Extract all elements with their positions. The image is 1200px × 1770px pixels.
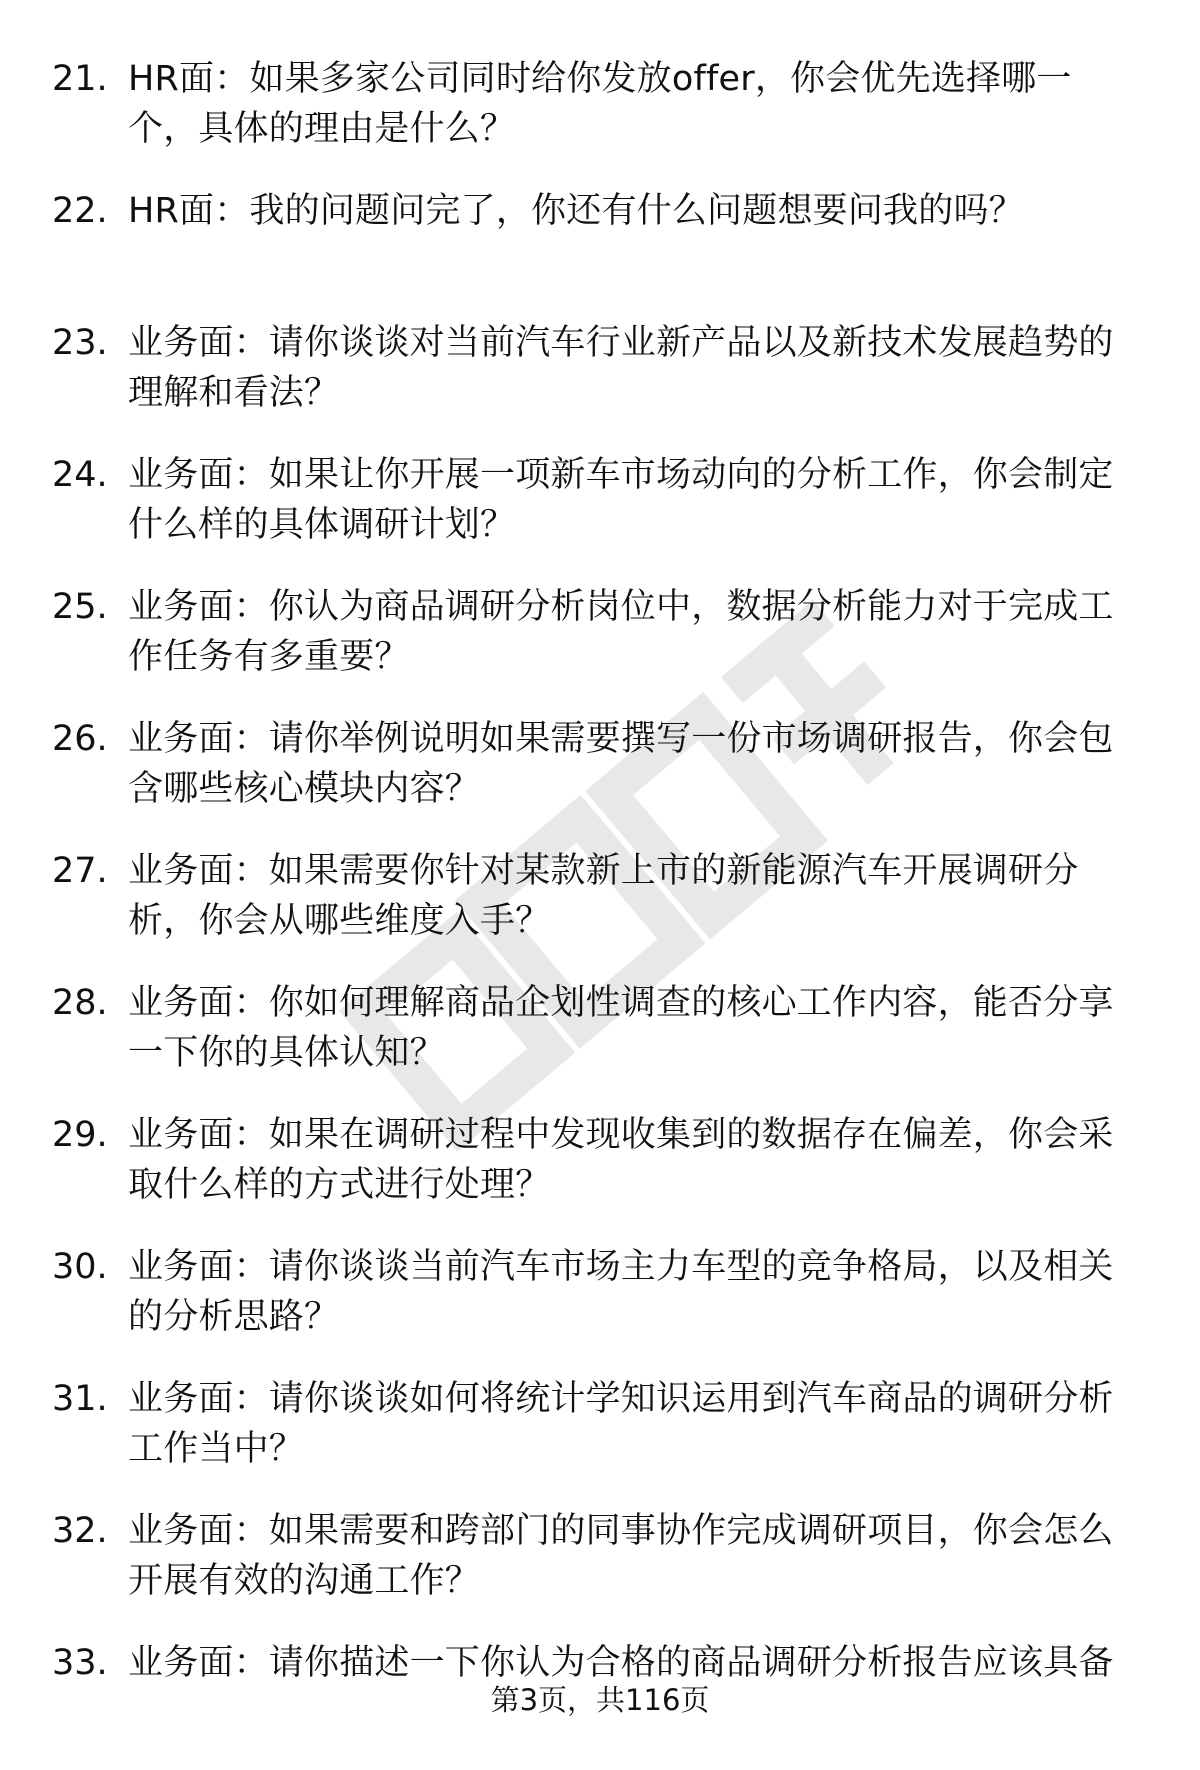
question-number: 21. <box>52 59 108 99</box>
question-text-line: 业务面：请你谈谈当前汽车市场主力车型的竞争格局，以及相关 <box>128 1247 1114 1287</box>
question-text <box>128 54 1148 154</box>
question-number: 26. <box>52 719 108 759</box>
page-number: 第3页，共116页 <box>490 1683 710 1717</box>
question-number: 23. <box>52 323 108 363</box>
question-text-line: 取什么样的方式进行处理？ <box>128 1165 551 1205</box>
question-text-line: 个，具体的理由是什么？ <box>128 109 516 149</box>
question-text-line: 业务面：如果需要你针对某款新上市的新能源汽车开展调研分 <box>128 851 1079 891</box>
question-text <box>128 186 1148 236</box>
question-number: 22. <box>52 191 108 231</box>
question-number: 27. <box>52 851 108 891</box>
question-text <box>128 582 1148 682</box>
question-text-line: 一下你的具体认知？ <box>128 1033 445 1073</box>
question-text <box>128 1242 1148 1342</box>
question-item <box>0 846 1200 978</box>
question-text-line: HR面：如果多家公司同时给你发放offer，你会优先选择哪一 <box>128 59 1072 99</box>
question-text-line: 业务面：如果让你开展一项新车市场动向的分析工作，你会制定 <box>128 455 1114 495</box>
question-list <box>0 54 1200 1770</box>
question-number: 30. <box>52 1247 108 1287</box>
question-text-line: 业务面：如果在调研过程中发现收集到的数据存在偏差，你会采 <box>128 1115 1114 1155</box>
question-item <box>0 186 1200 318</box>
question-text <box>128 1506 1148 1606</box>
question-text-line: 工作当中？ <box>128 1429 305 1469</box>
question-text-line: 含哪些核心模块内容？ <box>128 769 481 809</box>
question-text-line: 的分析思路？ <box>128 1297 340 1337</box>
question-text-line: 业务面：你如何理解商品企划性调查的核心工作内容，能否分享 <box>128 983 1114 1023</box>
question-text-line: 业务面：请你谈谈如何将统计学知识运用到汽车商品的调研分析 <box>128 1379 1114 1419</box>
question-item <box>0 978 1200 1110</box>
question-number: 24. <box>52 455 108 495</box>
question-text-line: 理解和看法？ <box>128 373 340 413</box>
question-item <box>0 582 1200 714</box>
question-item <box>0 1242 1200 1374</box>
question-item <box>0 1506 1200 1638</box>
question-item <box>0 450 1200 582</box>
question-item <box>0 318 1200 450</box>
question-number: 32. <box>52 1511 108 1551</box>
question-text-line: 开展有效的沟通工作？ <box>128 1561 481 1601</box>
question-text-line: HR面：我的问题问完了，你还有什么问题想要问我的吗？ <box>128 191 1024 231</box>
question-text-line: 业务面：请你谈谈对当前汽车行业新产品以及新技术发展趋势的 <box>128 323 1114 363</box>
question-text-line: 业务面：你认为商品调研分析岗位中，数据分析能力对于完成工 <box>128 587 1114 627</box>
question-text <box>128 318 1148 418</box>
question-number: 28. <box>52 983 108 1023</box>
question-item <box>0 1110 1200 1242</box>
question-text <box>128 978 1148 1078</box>
question-text-line: 业务面：请你举例说明如果需要撰写一份市场调研报告，你会包 <box>128 719 1114 759</box>
question-text <box>128 1374 1148 1474</box>
question-text-line: 业务面：如果需要和跨部门的同事协作完成调研项目，你会怎么 <box>128 1511 1114 1551</box>
question-number: 25. <box>52 587 108 627</box>
question-item <box>0 54 1200 186</box>
question-item <box>0 1374 1200 1506</box>
question-number: 29. <box>52 1115 108 1155</box>
question-number: 33. <box>52 1643 108 1683</box>
question-text <box>128 846 1148 946</box>
question-text <box>128 450 1148 550</box>
question-text <box>128 1110 1148 1210</box>
question-number: 31. <box>52 1379 108 1419</box>
question-text-line: 作任务有多重要？ <box>128 637 410 677</box>
question-text-line: 业务面：请你描述一下你认为合格的商品调研分析报告应该具备 <box>128 1643 1114 1683</box>
question-text <box>128 714 1148 814</box>
question-text-line: 什么样的具体调研计划？ <box>128 505 516 545</box>
question-item <box>0 714 1200 846</box>
question-text-line: 析，你会从哪些维度入手？ <box>128 901 551 941</box>
